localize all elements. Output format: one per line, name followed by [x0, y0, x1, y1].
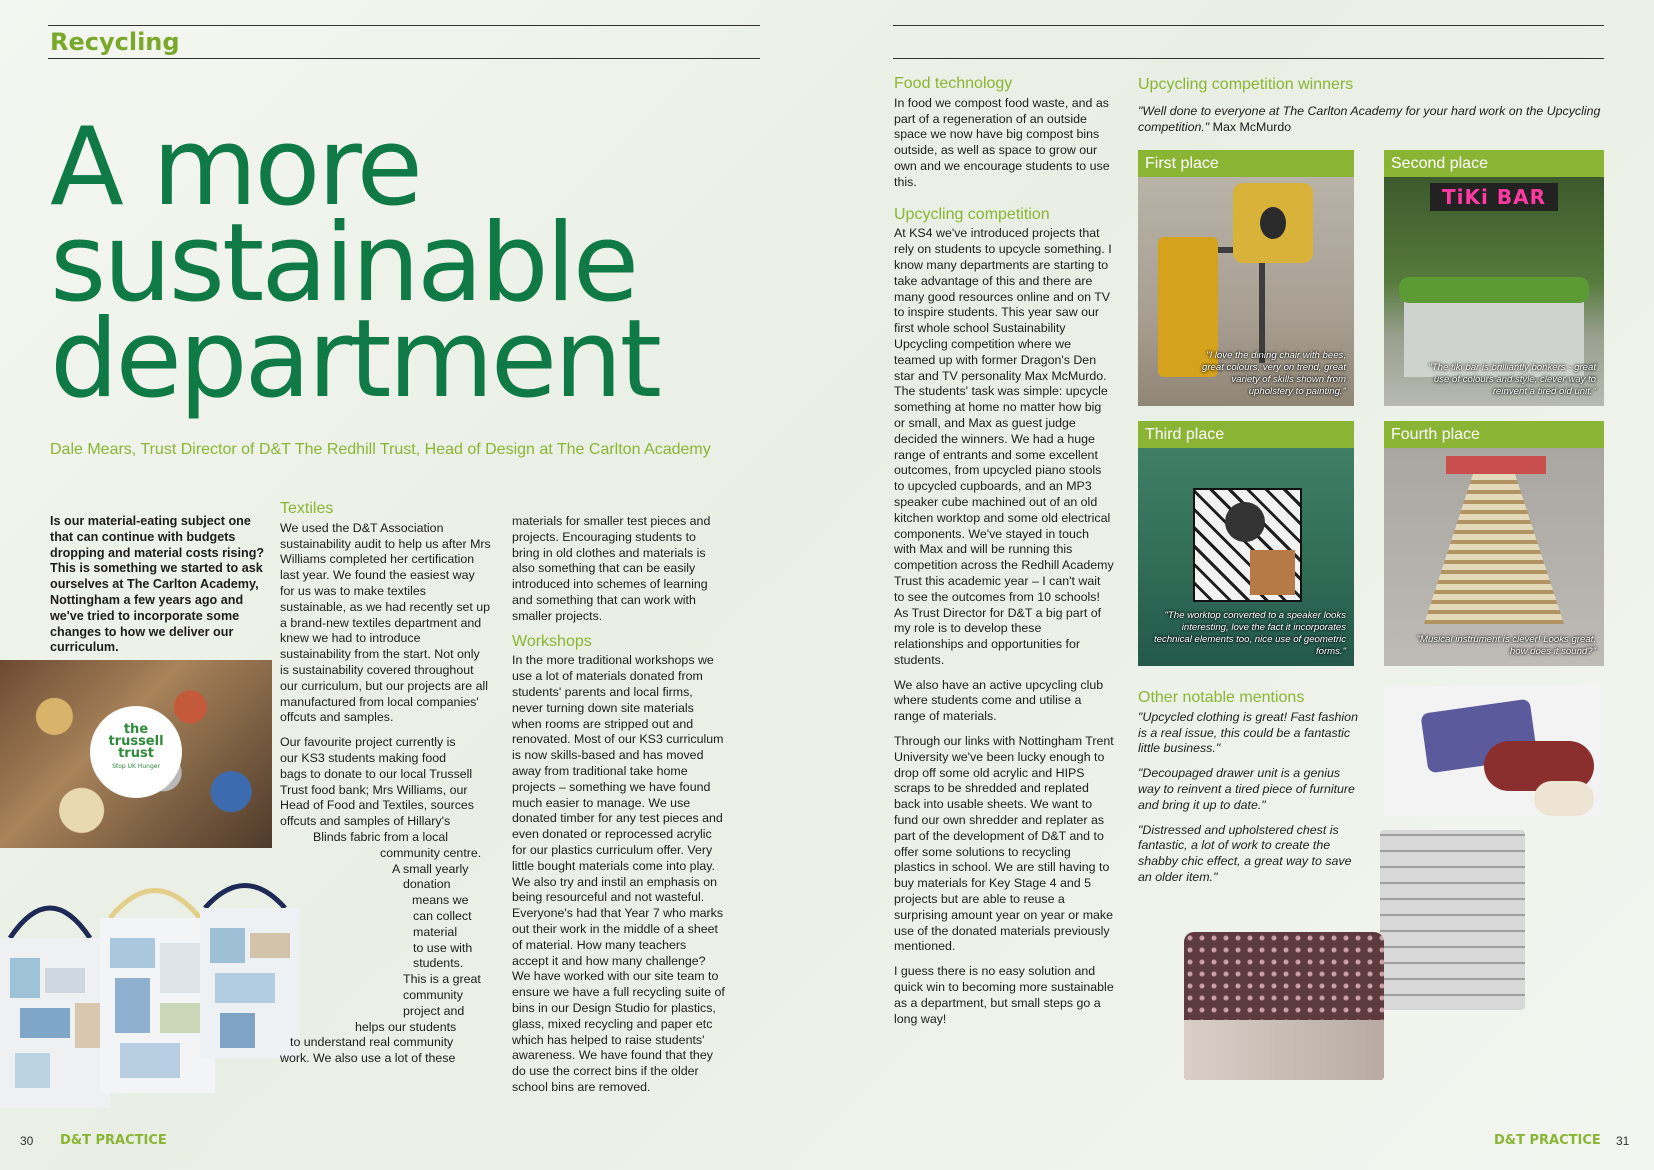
textiles-paragraph-1: We used the D&T Association sustainability audit to help us after Mrs Williams completed her certification last year. We found the easiest way for us was to make textiles sustainable, as we had recently set up a brand-new textiles department and knew we had to introduce sustainability from the start. Not only is sustainability covered throughout our curriculum, but our projects are all manufactured from local companies' offcuts and samples.	[280, 520, 491, 725]
bee-cushion	[1233, 183, 1313, 263]
winners-quote-text: "Well done to everyone at The Carlton Academy for your hard work on the Upcycling competition."	[1138, 104, 1601, 134]
textiles-line: Blinds fabric from a local	[313, 829, 448, 844]
textiles-line: work. We also use a lot of these	[280, 1051, 456, 1066]
headline	[50, 105, 659, 422]
mentions-section	[1138, 690, 1360, 895]
decoupaged-drawer-unit	[1380, 830, 1525, 1010]
logo-word-trust: trust	[118, 746, 154, 761]
textiles-column	[280, 501, 492, 1067]
worktop-block	[1250, 550, 1295, 595]
workshops-heading: Workshops	[512, 632, 592, 650]
second-place-caption: "The tiki bar is brilliantly bonkers - great use of colours and style, clever way to reinvent a tired old unit."	[1428, 362, 1596, 397]
food-bank-photo	[0, 660, 272, 848]
instrument-body	[1424, 474, 1564, 624]
food-technology-paragraph: In food we compost food waste, and as part of a regeneration of an outside space we now have big compost bins outside, as well as space to grow our own and we encourage students to use this.	[894, 95, 1110, 189]
headline-line-1: A more	[50, 105, 420, 230]
top-rule-right	[893, 25, 1604, 26]
upcycling-heading: Upcycling competition	[894, 205, 1050, 223]
upcycling-club-paragraph: We also have an active upcycling club where students come and utilise a range of materials.	[894, 677, 1104, 724]
second-place-label: Second place	[1384, 150, 1604, 177]
page-number-left: 30	[20, 1134, 34, 1148]
textiles-line: bags to donate to our local Trussell	[280, 766, 473, 781]
fourth-place-caption: "Musical instrument is clever! Looks great, how does it sound?"	[1416, 634, 1596, 657]
third-place-caption: "The worktop converted to a speaker looks interesting, love the fact it incorporates technical elements too, nice use of geometric forms."	[1154, 610, 1346, 657]
tiki-bar-leaves	[1399, 277, 1589, 303]
logo-word-the: the	[123, 722, 149, 737]
mentions-heading: Other notable mentions	[1138, 689, 1305, 706]
textiles-line: material	[413, 924, 458, 939]
textiles-line: donation	[403, 877, 451, 892]
first-place-label: First place	[1138, 150, 1354, 177]
textiles-line: can collect	[413, 908, 472, 923]
logo-tagline: Stop UK Hunger	[112, 763, 160, 770]
fourth-place-label: Fourth place	[1384, 421, 1604, 448]
winners-quote	[1138, 104, 1604, 136]
intro-paragraph: Is our material-eating subject one that can continue with budgets dropping and material costs rising? This is something we started to ask ourselves at The Carlton Academy, Nottingham a few years ago and we've tried to incorporate some changes to how we deliver our curriculum.	[50, 514, 265, 655]
byline: Dale Mears, Trust Director of D&T The Redhill Trust, Head of Design at The Carlton Academy	[50, 441, 711, 458]
university-paragraph: Through our links with Nottingham Trent University we've been lucky enough to drop off some old acrylic and HIPS scraps to be shredded and replated back into usable sheets. We want to fund our own shredder and replater as part of the development of D&T and to offer some solutions to recycling plastics in school. We are still having to buy materials for Key Stage 4 and 5 projects but are able to reuse a surprising amount year on year or make use of the donated materials previously mentioned.	[894, 734, 1114, 954]
textiles-line: helps our students	[355, 1019, 457, 1034]
trussell-trust-logo	[90, 706, 182, 798]
upholstered-chest	[1184, 932, 1384, 1080]
upcycled-clothing-photo	[1384, 686, 1604, 816]
textiles-line: community centre.	[380, 845, 482, 860]
tiki-bar-sign: TiKi BAR	[1430, 183, 1558, 211]
upcycling-paragraph: At KS4 we've introduced projects that rely on students to upcycle something. I know many departments are starting to take advantage of this and there are many good resources online and on TV to inspire students. This year saw our first whole school Sustainability Upcycling competition where we teamed up with former Dragon's Den star and TV personality Max McMurdo. The students' task was simple: upcycle something at home no matter how big or small, and Max as guest judge decided the winners. We had a huge range of entrants and some excellent outcomes, from upcycled piano stools to upcycled cupboards, and an MP3 speaker cube machined out of an old kitchen worktop and some old electrical components. We've stayed in touch with Max and will be running this competition across the Redhill Academy Trust this academic year – I can't wait to see the outcomes from 10 schools! As Trust Director for D&T a big part of my role is to develop these relationships and opportunities for students.	[894, 226, 1114, 667]
instrument-top	[1446, 456, 1546, 474]
section-rule	[48, 58, 760, 59]
textiles-line: means we	[412, 893, 469, 908]
textiles-paragraph-2	[280, 735, 492, 1067]
materials-paragraph: materials for smaller test pieces and projects. Encouraging students to bring in old clothes and materials is also something that can be easily introduced into schemes of learning and something that can work with smaller projects.	[512, 514, 711, 623]
third-place-label: Third place	[1138, 421, 1354, 448]
speaker-cube	[1193, 488, 1302, 602]
textiles-line: to use with	[413, 940, 473, 955]
section-rule-right	[893, 58, 1604, 59]
conclusion-paragraph: I guess there is no easy solution and quick win to becoming more sustainable as a department, but small steps go a long way!	[894, 964, 1114, 1026]
speaker-icon	[1225, 502, 1265, 542]
mention-item: "Upcycled clothing is great! Fast fashion is a real issue, this could be a fantastic little business."	[1138, 709, 1358, 756]
bee-icon	[1260, 207, 1286, 239]
workshops-column	[512, 514, 726, 1105]
textiles-line: offcuts and samples of Hillary's	[280, 814, 451, 829]
top-rule	[48, 25, 760, 26]
textiles-line: community	[403, 987, 463, 1002]
cushion-cream	[1534, 781, 1594, 816]
footer-brand-right: D&T PRACTICE	[1494, 1133, 1601, 1148]
first-place-photo	[1138, 177, 1354, 406]
textiles-line: to understand real community	[290, 1035, 454, 1050]
section-tag: Recycling	[50, 28, 180, 56]
first-place-caption: "I love the dining chair with bees, great colours, very on trend, great variety of skills shown from upholstery to painting."	[1202, 350, 1346, 397]
tote-bags-photo	[0, 868, 300, 1128]
fourth-place-photo	[1384, 448, 1604, 666]
headline-line-3: department	[50, 297, 659, 422]
chest-base	[1184, 1020, 1384, 1080]
third-place-photo	[1138, 448, 1354, 666]
footer-brand-left: D&T PRACTICE	[60, 1133, 167, 1148]
mention-item: "Decoupaged drawer unit is a genius way to reinvent a tired piece of furniture and bring it up to date."	[1138, 766, 1355, 812]
logo-word-trussell: trussell	[108, 734, 164, 749]
textiles-line: Head of Food and Textiles, sources	[280, 798, 475, 813]
textiles-line: This is a great	[403, 972, 481, 987]
textiles-line: A small yearly	[392, 861, 469, 876]
textiles-line: Trust food bank; Mrs Williams, our	[280, 782, 468, 797]
winners-heading: Upcycling competition winners	[1138, 76, 1354, 93]
tote-bag	[0, 908, 110, 1108]
winners-quote-author: Max McMurdo	[1212, 119, 1292, 134]
page-number-right: 31	[1616, 1134, 1630, 1148]
textiles-line: students.	[413, 956, 464, 971]
textiles-line: our KS3 students making food	[280, 750, 446, 765]
textiles-line: project and	[403, 1003, 465, 1018]
headline-line-2: sustainable	[50, 201, 637, 326]
textiles-heading: Textiles	[280, 500, 334, 517]
mention-item: "Distressed and upholstered chest is fantastic, a lot of work to create the shabby chic effect, a great way to save an older item."	[1138, 822, 1352, 884]
textiles-line: Our favourite project currently is	[280, 735, 456, 750]
second-place-photo	[1384, 177, 1604, 406]
tote-bag	[100, 891, 215, 1094]
food-upcycling-column	[894, 76, 1114, 1036]
food-technology-heading: Food technology	[894, 75, 1013, 92]
workshops-paragraph: In the more traditional workshops we use a lot of materials donated from students' parents and local firms, never turning down site materials when rooms are stripped out and renovated. Most of our KS3 curriculum is now skills-based and has moved away from traditional take home projects – something we have found much easier to manage. We use donated timber for any test pieces and even donated or reprocessed acrylic for our plastics curriculum offer. Very little bought materials come into play. We also try and instil an emphasis on being resourceful and not wasteful. Everyone's had that Year 7 who marks out their work in the middle of a sheet of material. How many teachers accept it and how many challenge? We have worked with our site team to ensure we have a full recycling suite of bins in our Design Studio for plastics, glass, mixed recycling and paper etc which has helped to raise students' awareness. We have found that they do use the correct bins if the older school bins are removed.	[512, 653, 725, 1094]
